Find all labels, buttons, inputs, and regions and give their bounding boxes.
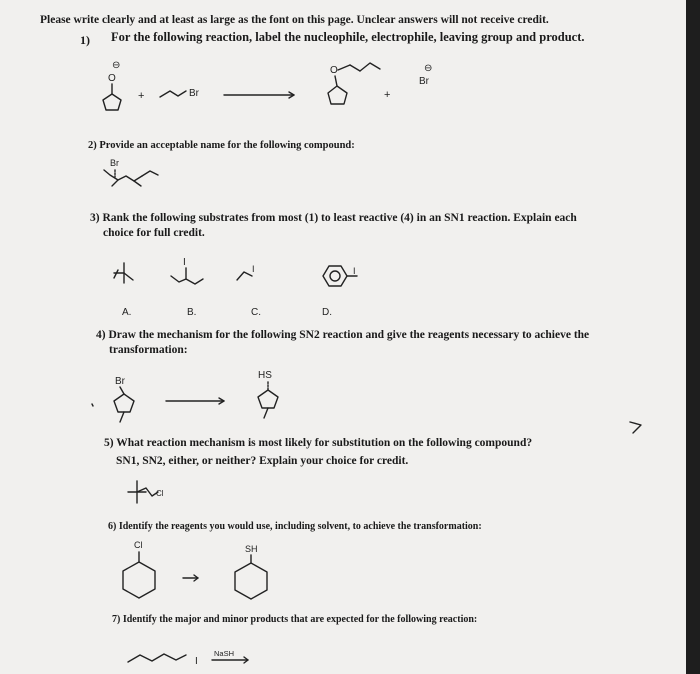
q4-line2: transformation:: [109, 344, 188, 356]
svg-text:SH: SH: [245, 544, 258, 554]
photo-edge: [686, 0, 700, 674]
svg-text:NaSH: NaSH: [214, 649, 235, 658]
svg-text:HS: HS: [258, 370, 272, 381]
q3-line1: 3) Rank the following substrates from most (1) to least reactive (4) in an SN1 reaction. Explain each: [90, 212, 577, 224]
svg-text:Br: Br: [115, 376, 125, 387]
q5-line1: 5) What reaction mechanism is most likely for substitution on the following compound?: [104, 437, 533, 449]
svg-text:C.: C.: [251, 307, 261, 318]
svg-text:A.: A.: [122, 307, 132, 318]
svg-text:D.: D.: [322, 307, 332, 318]
svg-text:+: +: [138, 90, 145, 102]
svg-text:Br: Br: [419, 76, 429, 87]
q2-text: 2) Provide an acceptable name for the following compound:: [88, 140, 355, 151]
svg-text:O: O: [330, 65, 338, 76]
svg-text:⊖: ⊖: [112, 60, 121, 71]
svg-text:I: I: [183, 257, 186, 268]
svg-text:I: I: [353, 266, 356, 276]
svg-text:⊖: ⊖: [424, 63, 433, 74]
q6-text: 6) Identify the reagents you would use, including solvent, to achieve the transformation:: [108, 521, 482, 532]
svg-text:Br: Br: [110, 158, 119, 168]
instructions-header: Please write clearly and at least as large as the font on this page. Unclear answers will not receive credit.: [40, 14, 549, 26]
svg-text:B.: B.: [187, 307, 197, 318]
q3-line2: choice for full credit.: [103, 227, 205, 239]
svg-text:I: I: [252, 264, 255, 274]
svg-text:O: O: [108, 73, 116, 84]
q4-line1: 4) Draw the mechanism for the following SN2 reaction and give the reagents necessary to achieve the: [96, 329, 590, 341]
svg-text:Cl: Cl: [156, 489, 164, 498]
q1-number: 1): [80, 33, 90, 47]
svg-text:+: +: [384, 89, 391, 101]
q7-text: 7) Identify the major and minor products that are expected for the following reaction:: [112, 614, 478, 625]
q1-text: For the following reaction, label the nucleophile, electrophile, leaving group and product.: [111, 30, 585, 44]
q5-line2: SN1, SN2, either, or neither? Explain your choice for credit.: [116, 455, 409, 467]
svg-text:I: I: [195, 656, 198, 667]
svg-text:Cl: Cl: [134, 540, 143, 550]
svg-text:Br: Br: [189, 88, 199, 99]
